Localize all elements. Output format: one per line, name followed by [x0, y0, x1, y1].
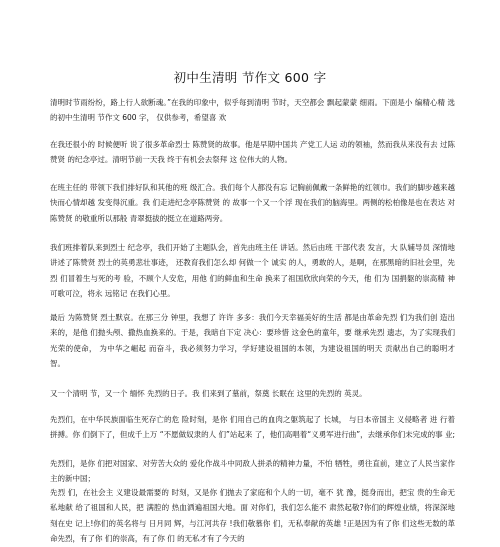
paragraph: 在班主任的 带领下我们排好队和其他的班 级汇合。我们每个人都没有忘 记胸前佩戴一条鲜艳的红领巾。我们的脚步越来越快而心情却越 发变得沉重。我 们走进纪念亭陈赞贤 的 故事一个又一个浮 现在我们的脑海里。两侧的松柏像是也在表达 对陈赞贤 的敬重所以那般 青翠挺拔的挺立在道路两旁。	[50, 183, 455, 223]
paragraph-intro: 清明时节雨纷纷，路上行人欲断魂。”在我的印象中，似乎每到清明 节时，天空都会 飘起蒙蒙 细雨。下面是小 编精心精 选 的初中生清明 节作文 600 字， 仅供参考，希望喜 欢	[50, 98, 455, 123]
paragraph: 又一个清明 节，又一个 缅怀 先烈的日子。我 们来到了墓前，祭奠 长眠在 这里的先烈的 英灵。	[50, 389, 367, 398]
paragraph: 我们班排着队来到烈士 纪念亭，我们开始了主题队会，首先由班主任 讲话。然后由班 干部代表 发言，大 队辅导员 深情地讲述了陈赞贤 烈士的英勇悲壮事迹， 还教育我们怎么却 何做一个 诚实 的人，勇敢的人，是啊，在那黑暗的旧社会里，先烈 们冒着生与死的考 验，不顾个人安危，用他 们的鲜血和生命 换来了祖国欣欣向荣的今天，他 们为 国捐躯的崇高精 神可歌可泣，将永 远铭记 在我们心里。	[50, 243, 455, 299]
paragraph: 先烈 们，在社会主 义建设最需要的 时刻，又是你 们抛去了家庭和个人的一切，毫不 犹 豫，挺身而出，把宝 贵的生命无私地献 给了祖国和人民，把 满腔的 热血洒遍祖国大地。面 对你们，我们怎么能不 肃然起敬?你们的辉煌业绩，将深深地刻在史 记上!你们的英名将与 日月同 辉，与江河共存 !我们敬慕你 们，无私奉献的英雄 !正是因为有了你 们这些无数的革 命先烈，有了你 们的崇高，有了你 们 的无私才有了今天的	[50, 488, 455, 544]
paragraph: 最后 为陈赞贤 烈士默哀。在那三分 钟里，我想了 许许 多多：我们今天幸福美好的生活 都是由革命先烈 们为我们创 造出来的，是他 们抛头颅、撒热血换来的。于是，我暗自下定 决心：要珍惜 这金色的童年，要 继承先烈 遗志，为了实现我们光荣的使命， 为中华之崛起 而奋斗，我必须努力学习，学好建设祖国的本领，为建设祖国的明天 贡献出自己的聪明才 智。	[50, 313, 455, 369]
paragraph: 先烈们，是你 们把对国家、对劳苦大众的 爱化作战斗中同敌人拼杀的精神力量，不怕 牺牲，勇往直前，建立了人民当家作主的新中国；	[50, 459, 455, 484]
document-title: 初中生清明 节作文 600 字	[173, 70, 327, 85]
paragraph: 在我还很小的 时候便听 说了很多革命烈士 陈赞贤的故事。他是早期中国共 产党工人运 动的领袖，然而我从来没有去 过陈赞贤 的纪念亭过。清明节前一天我 终于有机会去祭拜 这 位伟大的人物。	[50, 140, 455, 165]
paragraph: 先烈们，在中华民族面临生死存亡的危 险时刻，是你 们用自己的血肉之躯筑起了 长城， 与日本帝国主 义侵略者 进 行着拼搏。你 们倒下了，但成千上万 “不愿做奴隶的人 们”站起来 了，他们高唱着“义勇军进行曲”，去继承你们未完成的事 业;	[50, 415, 455, 440]
